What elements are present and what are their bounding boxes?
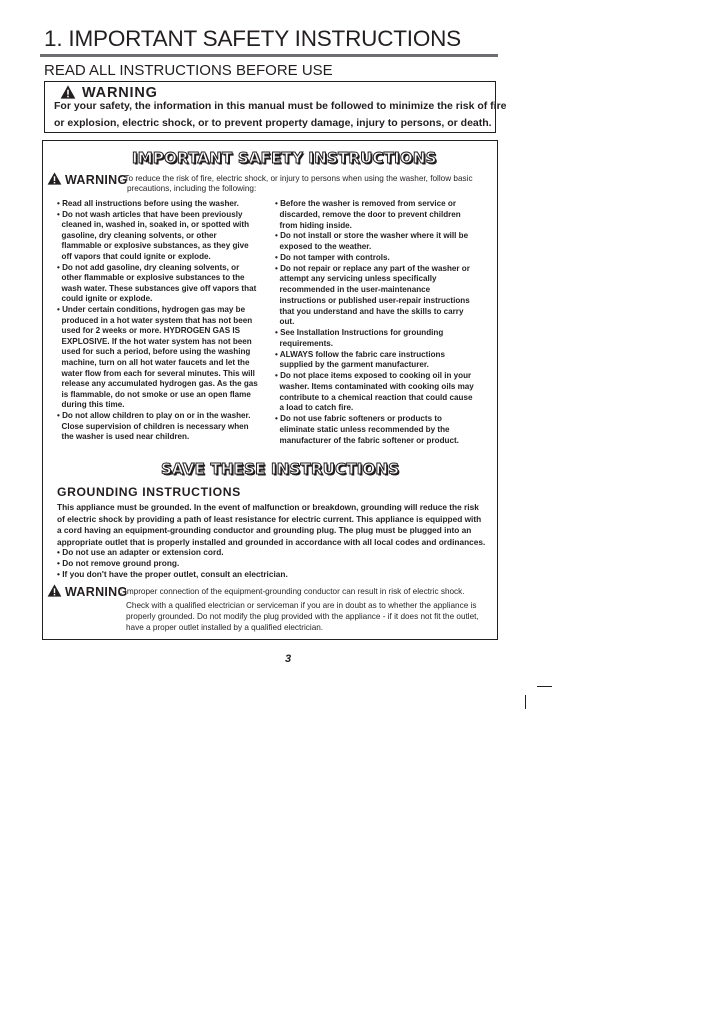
safety-right-line: • ALWAYS follow the fabric care instructions <box>275 349 445 359</box>
safety-right-line: washer. Items contaminated with cooking oils may <box>275 381 474 391</box>
grounding-warning-label: WARNING <box>47 584 128 599</box>
safety-banner: IMPORTANT SAFETY INSTRUCTIONS <box>132 149 437 167</box>
safety-left-line: other flammable or explosive substances to the <box>57 273 245 283</box>
title-rule <box>40 54 498 57</box>
page-subtitle: READ ALL INSTRUCTIONS BEFORE USE <box>44 62 333 79</box>
safety-warning-text: precautions, including the following: <box>127 184 257 193</box>
safety-right-line: • Do not install or store the washer where it will be <box>275 231 469 241</box>
safety-left-line: flammable or explosive substances, as they give <box>57 241 249 251</box>
save-instructions-banner: SAVE THESE INSTRUCTIONS <box>161 460 400 478</box>
safety-left-line: used for 2 weeks or more. HYDROGEN GAS IS <box>57 326 241 336</box>
warning-heading <box>60 85 158 101</box>
safety-left-line: Close supervision of children is necessary when <box>57 421 249 431</box>
safety-left-line: wash water. These substances give off vapors that <box>57 283 257 293</box>
safety-left-line: • Do not wash articles that have been previously <box>57 209 243 219</box>
safety-warning-label: WARNING <box>47 172 128 187</box>
safety-right-line: • Before the washer is removed from service or <box>275 199 456 208</box>
grounding-text-line: This appliance must be grounded. In the event of malfunction or breakdown, grounding will reduce the risk <box>57 502 479 512</box>
safety-right-line: a load to catch fire. <box>275 403 354 413</box>
safety-right-line: supplied by the garment manufacturer. <box>275 360 429 370</box>
safety-left-line: • Do not add gasoline, dry cleaning solvents, or <box>57 262 240 272</box>
safety-left-line: • Read all instructions before using the washer. <box>57 199 239 208</box>
page-title: 1. IMPORTANT SAFETY INSTRUCTIONS <box>44 26 461 51</box>
warning-label: WARNING <box>82 85 158 101</box>
page-number: 3 <box>285 653 292 665</box>
warning-icon <box>47 172 62 185</box>
grounding-bullet: • If you don't have the proper outlet, consult an electrician. <box>57 568 288 579</box>
safety-right-line: requirements. <box>275 338 334 348</box>
safety-left-line: release any accumulated hydrogen gas. As the gas <box>57 379 258 389</box>
safety-right-line: • Do not tamper with controls. <box>275 252 390 262</box>
safety-left-line: machine, turn on all hot water faucets and let the <box>57 358 250 367</box>
grounding-text-line: of electric shock by providing a path of least resistance for electric current. This appliance is equipped with <box>57 513 482 524</box>
safety-left-line: during this time. <box>57 400 125 410</box>
safety-right-line: exposed to the weather. <box>275 242 372 251</box>
safety-right-line: contribute to a chemical reaction that could cause <box>275 392 473 402</box>
warning-text-line: For your safety, the information in this manual must be followed to minimize the risk of fire <box>54 100 507 112</box>
grounding-warning-text: : Improper connection of the equipment-grounding conductor can result in risk of electric shock. <box>120 587 465 596</box>
safety-left-line: could ignite or explode. <box>57 294 153 304</box>
safety-right-line: from hiding inside. <box>275 220 352 230</box>
safety-right-line: recommended in the user-maintenance <box>275 285 431 294</box>
safety-left-line: cleaned in, washed in, soaked in, or spotted with <box>57 220 250 230</box>
safety-right-line: • Do not place items exposed to cooking oil in your <box>275 371 472 380</box>
safety-left-line: gasoline, dry cleaning solvents, or other <box>57 230 217 240</box>
safety-left-line: • Do not allow children to play on or in the washer. <box>57 411 251 420</box>
crop-mark <box>537 686 552 687</box>
safety-left-line: off vapors that could ignite or explode. <box>57 252 211 261</box>
safety-right-line: • Do not use fabric softeners or products to <box>275 414 442 423</box>
crop-mark <box>525 695 526 709</box>
safety-warning-text: : To reduce the risk of fire, electric shock, or injury to persons when using the washer, follow basic <box>120 174 473 183</box>
safety-left-line: is flammable, do not smoke or use an open flame <box>57 389 251 399</box>
safety-right-line: discarded, remove the door to prevent children <box>275 209 461 219</box>
safety-left-line: produced in a hot water system that has not been <box>57 315 253 325</box>
safety-right-line: eliminate static unless recommended by the <box>275 424 450 434</box>
warning-icon <box>60 85 76 99</box>
safety-left-line: • Under certain conditions, hydrogen gas may be <box>57 305 246 314</box>
grounding-heading: GROUNDING INSTRUCTIONS <box>57 485 241 499</box>
safety-right-line: • Do not repair or replace any part of the washer or <box>275 263 470 273</box>
grounding-text-line: appropriate outlet that is properly installed and grounded in accordance with all local codes and ordinances. <box>57 536 486 547</box>
safety-right-line: attempt any servicing unless specifically <box>275 274 437 284</box>
warning-icon <box>47 584 62 597</box>
grounding-bullet: • Do not use an adapter or extension cord. <box>57 547 224 557</box>
safety-right-line: • See Installation Instructions for grounding <box>275 328 444 337</box>
safety-left-line: EXPLOSIVE. If the hot water system has not been <box>57 336 252 346</box>
safety-right-line: manufacturer of the fabric softener or product. <box>275 435 459 445</box>
safety-right-line: that you understand and have the skills to carry <box>275 306 464 316</box>
safety-left-line: water flow from each for several minutes. This will <box>57 368 255 378</box>
grounding-warning-text: Check with a qualified electrician or serviceman if you are in doubt as to whether the appliance is <box>126 601 477 610</box>
safety-right-line: instructions or published user-repair instructions <box>275 295 470 305</box>
warning-text-line: or explosion, electric shock, or to prevent property damage, injury to persons, or death. <box>54 117 492 129</box>
safety-left-line: the washer is used near children. <box>57 432 190 442</box>
grounding-warning-text: properly grounded. Do not modify the plug provided with the appliance - if it does not fit the outlet, <box>126 612 479 622</box>
grounding-text-line: a cord having an equipment-grounding conductor and grounding plug. The plug must be plugged into an <box>57 525 472 536</box>
safety-right-line: out. <box>275 317 295 327</box>
grounding-warning-text: have a proper outlet installed by a qualified electrician. <box>126 623 324 633</box>
grounding-bullet: • Do not remove ground prong. <box>57 557 180 568</box>
safety-left-line: used for such a period, before using the washing <box>57 347 251 357</box>
